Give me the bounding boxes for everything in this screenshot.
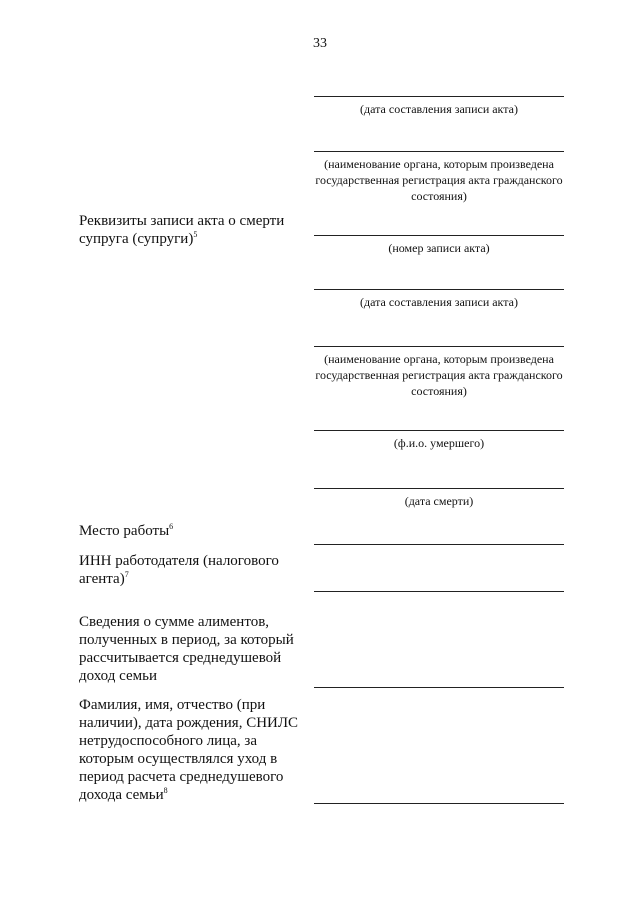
alimony-line[interactable] (314, 687, 564, 688)
record-date-caption-1: (дата составления записи акта) (360, 102, 518, 116)
record-date-caption-2: (дата составления записи акта) (360, 295, 518, 309)
alimony-text: Сведения о сумме алиментов, полученных в период, за который рассчитывается среднедушевой доход семьи (79, 614, 294, 684)
workplace-line[interactable] (314, 544, 564, 545)
spouse-death-record-label (79, 212, 309, 248)
record-date-line-1[interactable] (314, 96, 564, 97)
registry-body-caption-1: (наименование органа, которым произведена государственная регистрация акта гражданского состояния) (315, 157, 563, 203)
employer-inn-label (79, 552, 309, 588)
registry-body-line-1[interactable] (314, 151, 564, 152)
employer-inn-text: ИНН работодателя (налогового агента) (79, 553, 279, 587)
record-date-line-2[interactable] (314, 289, 564, 290)
alimony-label (79, 613, 309, 685)
record-number-line[interactable] (314, 235, 564, 236)
footnote-5: 5 (193, 230, 198, 239)
registry-body-line-2[interactable] (314, 346, 564, 347)
employer-inn-line[interactable] (314, 591, 564, 592)
footnote-8: 8 (163, 786, 168, 795)
record-number-caption: (номер записи акта) (388, 241, 490, 255)
workplace-label (79, 522, 309, 540)
spouse-death-record-text: Реквизиты записи акта о смерти супруга (супруги) (79, 213, 285, 247)
death-date-caption: (дата смерти) (404, 494, 474, 508)
disabled-person-text: Фамилия, имя, отчество (при наличии), дата рождения, СНИЛС нетрудоспособного лица, за которым осуществлялся уход в период расчета среднедушевого дохода семьи (79, 697, 299, 803)
death-date-line[interactable] (314, 488, 564, 489)
disabled-person-label (79, 696, 309, 804)
deceased-name-caption: (ф.и.о. умершего) (393, 436, 485, 450)
deceased-name-line[interactable] (314, 430, 564, 431)
registry-body-caption-2: (наименование органа, которым произведена государственная регистрация акта гражданского состояния) (315, 352, 563, 398)
footnote-7: 7 (124, 570, 129, 579)
page-number: 33 (313, 36, 327, 51)
disabled-person-line[interactable] (314, 803, 564, 804)
workplace-text: Место работы (79, 523, 170, 539)
footnote-6: 6 (169, 522, 174, 531)
